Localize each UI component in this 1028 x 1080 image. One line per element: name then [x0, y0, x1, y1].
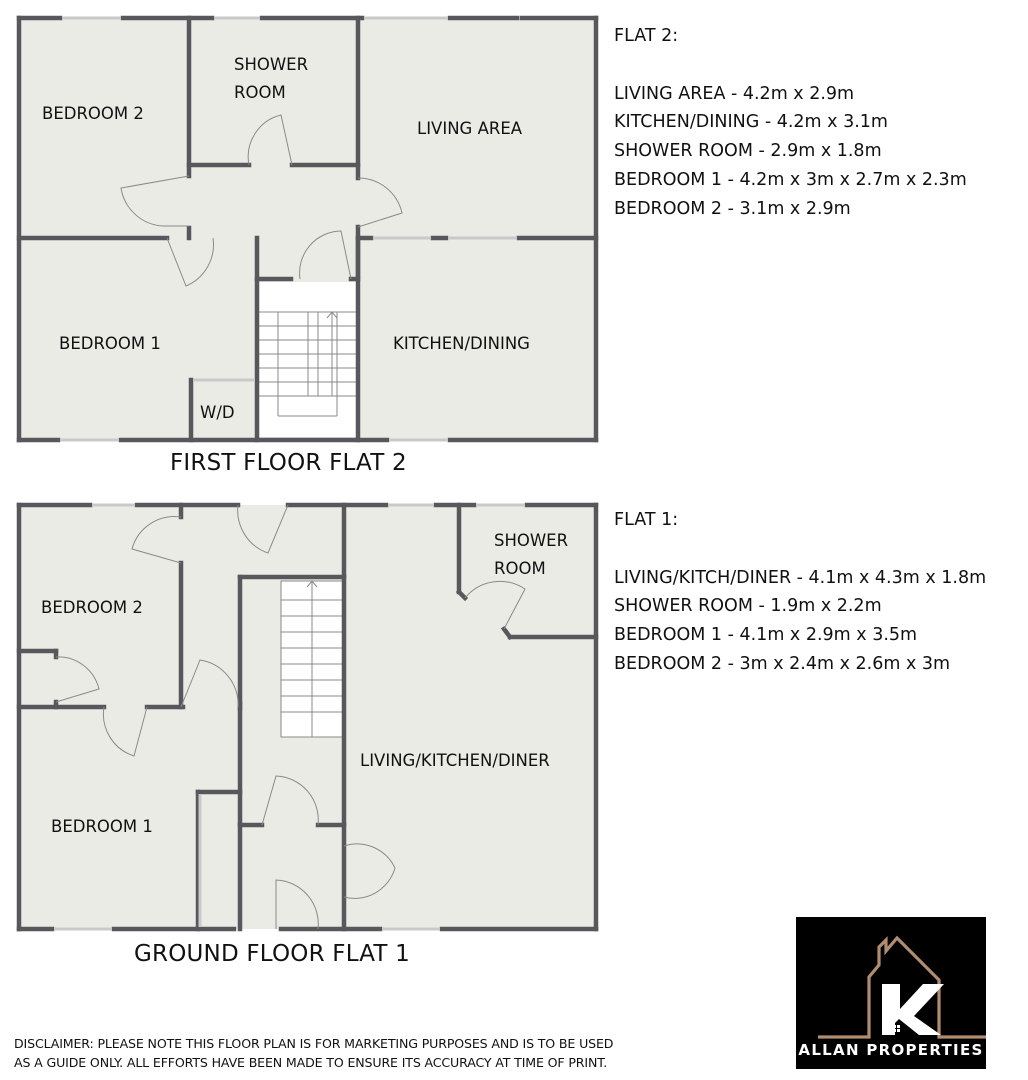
room-label-wd: W/D — [200, 403, 235, 422]
flat1-spec-item: LIVING/KITCH/DINER - 4.1m x 4.3m x 1.8m — [614, 567, 987, 588]
disclaimer — [14, 1034, 613, 1072]
disclaimer-line-1: DISCLAIMER: PLEASE NOTE THIS FLOOR PLAN IS FOR MARKETING PURPOSES AND IS TO BE USED — [14, 1036, 614, 1051]
allan-properties-logo — [796, 917, 986, 1069]
flat2-spec-item: SHOWER ROOM - 2.9m x 1.8m — [614, 141, 882, 162]
flat2-spec-item: BEDROOM 1 - 4.2m x 3m x 2.7m x 2.3m — [614, 169, 967, 190]
flat2-heading: FLAT 2: — [614, 26, 679, 46]
flat2-spec-item: KITCHEN/DINING - 4.2m x 3.1m — [614, 112, 888, 133]
first-floor-title: FIRST FLOOR FLAT 2 — [170, 450, 407, 476]
flat1-spec-item: BEDROOM 2 - 3m x 2.4m x 2.6m x 3m — [614, 653, 951, 674]
flat2-specs — [614, 22, 967, 224]
room-label-living-area: LIVING AREA — [417, 119, 523, 138]
flat1-specs — [614, 506, 986, 679]
room-label-gf-bedroom1: BEDROOM 1 — [51, 817, 153, 836]
room-label-shower-room: SHOWER — [234, 55, 309, 74]
room-label-bedroom2: BEDROOM 2 — [42, 104, 144, 123]
flat1-heading: FLAT 1: — [614, 510, 679, 530]
room-label-bedroom1: BEDROOM 1 — [59, 334, 161, 353]
disclaimer-line-2: AS A GUIDE ONLY. ALL EFFORTS HAVE BEEN MADE TO ENSURE ITS ACCURACY AT TIME OF PRINT. — [14, 1055, 608, 1070]
room-label-gf-shower-room-2: ROOM — [494, 559, 546, 578]
flat1-spec-item: SHOWER ROOM - 1.9m x 2.2m — [614, 596, 882, 617]
room-label-gf-living-kitchen-diner: LIVING/KITCHEN/DINER — [360, 751, 550, 770]
ground-floor-title: GROUND FLOOR FLAT 1 — [134, 941, 411, 967]
room-label-gf-shower-room: SHOWER — [494, 531, 569, 550]
flat2-spec-item: BEDROOM 2 - 3.1m x 2.9m — [614, 198, 851, 219]
room-label-shower-room-2: ROOM — [234, 83, 286, 102]
room-label-kitchen-dining: KITCHEN/DINING — [393, 334, 530, 353]
flat1-spec-item: BEDROOM 1 - 4.1m x 2.9m x 3.5m — [614, 625, 918, 646]
flat2-spec-item: LIVING AREA - 4.2m x 2.9m — [614, 83, 855, 104]
room-label-gf-bedroom2: BEDROOM 2 — [41, 598, 143, 617]
logo-text: ALLAN PROPERTIES — [798, 1041, 984, 1059]
